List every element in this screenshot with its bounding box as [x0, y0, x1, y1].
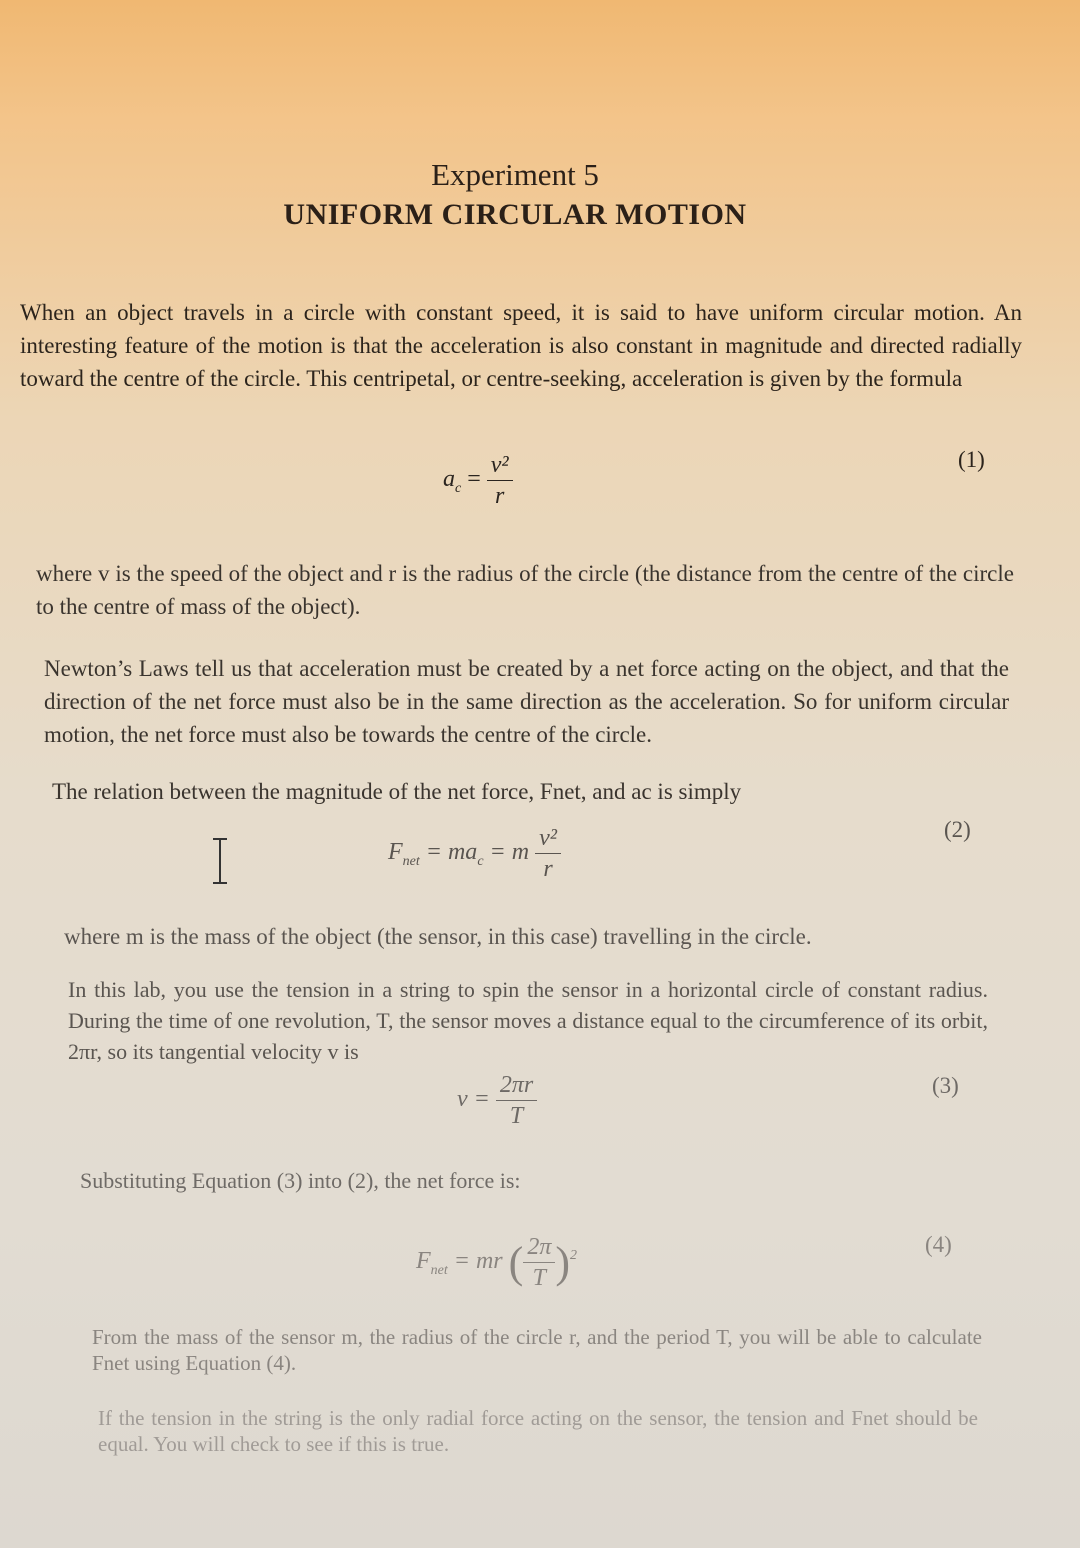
- eq3-lhs: v =: [457, 1086, 490, 1113]
- eq4-fraction: [523, 1232, 555, 1293]
- eq4-mid: = mr: [453, 1248, 503, 1275]
- eq1-equals: =: [467, 466, 481, 493]
- eq2-rhs: = m: [489, 839, 530, 866]
- eq1-fraction: [487, 450, 513, 511]
- page-title: UNIFORM CIRCULAR MOTION: [283, 198, 747, 231]
- equation-2: [388, 823, 561, 884]
- eq2-numerator: v²: [535, 823, 561, 854]
- paragraph-speed-radius: where v is the speed of the object and r is the radius of the circle (the distance from the centre of the circle to the centre of mass of the object).: [36, 561, 1014, 619]
- eq3-denominator: T: [509, 1103, 524, 1129]
- equation-2-number: (2): [944, 817, 971, 842]
- text-cursor-icon: [213, 838, 227, 884]
- intro-paragraph: When an object travels in a circle with constant speed, it is said to have uniform circular motion. An interesting feature of the motion is that the acceleration is also constant in magnitude and directed radially toward the centre of the circle. This centripetal, or centre-seeking, acceleration is given by the formula: [20, 300, 1022, 391]
- eq4-lhs: F: [416, 1248, 431, 1275]
- eq4-lhs-sub: net: [430, 1262, 448, 1278]
- eq2-denominator: r: [543, 856, 553, 882]
- eq1-numerator: v²: [487, 450, 513, 481]
- equation-1-number: (1): [958, 447, 985, 472]
- eq1-lhs: a: [443, 466, 455, 493]
- paragraph-newton: Newton’s Laws tell us that acceleration must be created by a net force acting on the object, and that the direction of the net force must also be in the same direction as the acceleration. So for uniform circular motion, the net force must also be towards the centre of the circle.: [44, 656, 1009, 747]
- paragraph-mass: where m is the mass of the object (the sensor, in this case) travelling in the circle.: [64, 924, 812, 949]
- eq2-mid-sub: c: [477, 853, 484, 869]
- eq2-mid: = ma: [425, 839, 478, 866]
- eq4-exponent: 2: [570, 1248, 577, 1264]
- equation-4: $F_{net}$ = mr ( $\frac{2\pi}{T}$ )$^2$: [416, 1234, 577, 1291]
- eq3-fraction: [496, 1070, 537, 1131]
- eq4-denominator: T: [532, 1265, 546, 1291]
- equation-1: [443, 450, 513, 511]
- eq1-lhs-sub: c: [455, 480, 462, 496]
- equation-4-number: (4): [925, 1232, 952, 1257]
- equation-3: [457, 1070, 537, 1131]
- paragraph-relation: The relation between the magnitude of the net force, Fnet, and ac is simply: [52, 779, 742, 804]
- eq1-denominator: r: [495, 483, 505, 509]
- experiment-number: Experiment 5: [431, 157, 599, 192]
- eq4-numerator: 2π: [523, 1232, 555, 1263]
- paragraph-tension: If the tension in the string is the only radial force acting on the sensor, the tension and Fnet should be equal. You will check to see if this is true.: [98, 1406, 978, 1456]
- paragraph-lab: In this lab, you use the tension in a string to spin the sensor in a horizontal circle of constant radius. During the time of one revolution, T, the sensor moves a distance equal to the circumference of its orbit, 2πr, so its tangential velocity v is: [68, 977, 988, 1064]
- eq2-fraction: [535, 823, 561, 884]
- title-block: [0, 155, 1030, 235]
- paragraph-calculate: From the mass of the sensor m, the radius of the circle r, and the period T, you will be able to calculate Fnet using Equation (4).: [92, 1325, 982, 1375]
- paragraph-substituting: Substituting Equation (3) into (2), the net force is:: [80, 1168, 521, 1193]
- equation-3-number: (3): [932, 1073, 959, 1098]
- eq2-lhs-sub: net: [402, 853, 420, 869]
- eq2-lhs: F: [388, 839, 403, 866]
- eq3-numerator: 2πr: [496, 1070, 537, 1101]
